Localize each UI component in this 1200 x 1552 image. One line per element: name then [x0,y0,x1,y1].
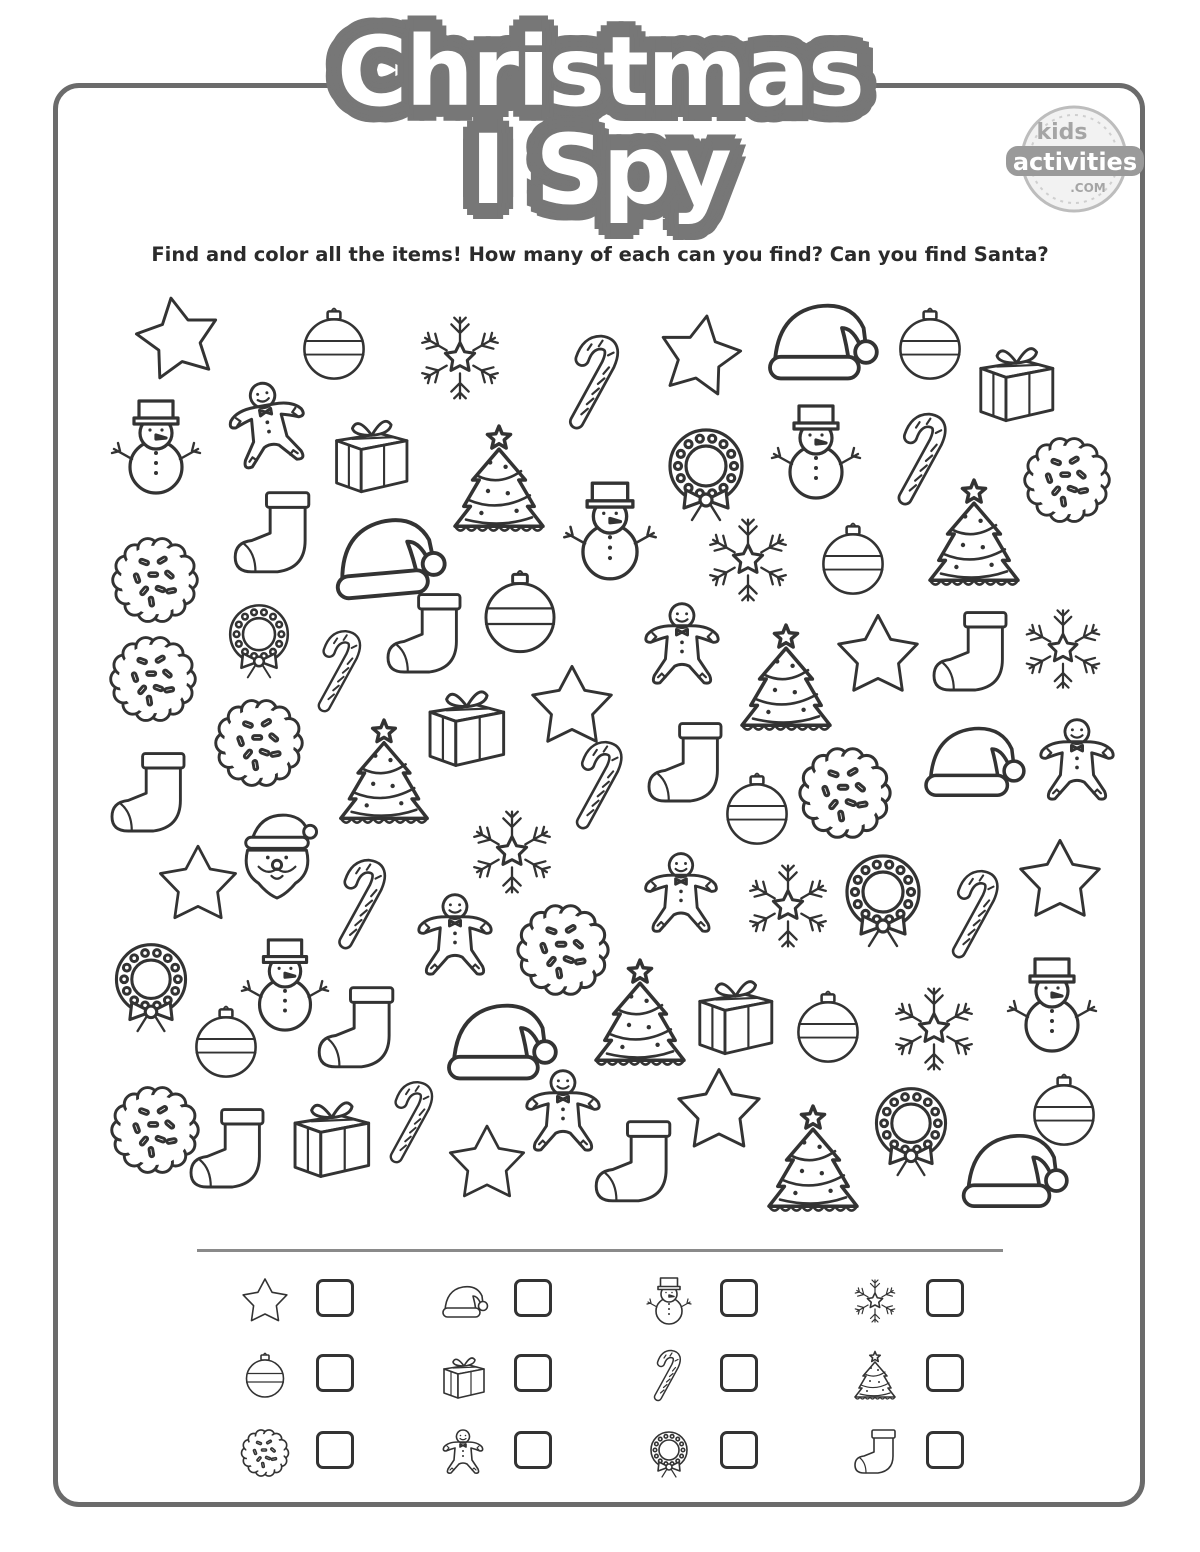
count-box[interactable] [926,1279,964,1317]
wreath-icon[interactable] [876,1089,945,1175]
snowman-icon[interactable] [772,406,860,498]
ornament-icon[interactable] [1034,1075,1093,1145]
count-box[interactable] [926,1354,964,1392]
snowflake-icon[interactable] [1025,610,1100,687]
stocking-icon[interactable] [649,724,721,801]
ornament-icon[interactable] [823,524,882,594]
snowman-icon [640,1272,698,1330]
gingerbread-icon[interactable] [1041,720,1113,799]
answer-key-snowman [640,1272,840,1332]
gift-icon[interactable] [981,349,1053,421]
logo-line-1: kids [1036,120,1088,145]
logo-line-3: .COM [1070,181,1106,195]
ornament-icon[interactable] [900,309,959,379]
ornament-icon[interactable] [486,571,554,652]
star-icon[interactable] [450,1126,523,1196]
answer-key-wreath [640,1424,840,1484]
count-box[interactable] [316,1354,354,1392]
answer-key-cookie [236,1424,436,1484]
gift-icon [434,1347,492,1405]
star-icon[interactable] [1021,840,1100,915]
star-icon[interactable] [533,666,612,741]
candy-cane-icon[interactable] [583,746,617,822]
star-icon[interactable] [131,291,223,380]
logo-line-2: activities [1012,148,1138,176]
ornament-icon[interactable] [798,992,857,1062]
answer-key-tree [846,1347,1046,1407]
count-box[interactable] [514,1354,552,1392]
cookie-icon[interactable] [800,749,890,838]
snowman-icon[interactable] [564,483,656,579]
ornament-icon[interactable] [196,1007,255,1077]
snowflake-icon[interactable] [421,318,499,399]
santa-face-icon[interactable] [246,815,317,898]
page-title-line-2: I Spy [470,114,730,226]
candy-cane-icon[interactable] [346,865,381,942]
snowflake-icon[interactable] [749,866,827,947]
tree-icon[interactable] [742,625,830,730]
star-icon[interactable] [679,1070,759,1147]
star-icon[interactable] [160,846,235,918]
santa-hat-icon[interactable] [964,1136,1067,1206]
star-icon[interactable] [655,309,745,396]
instructions: Find and color all the items! How many of each can you find? Can you find Santa? [151,243,1049,266]
tree-icon [846,1347,904,1405]
star-icon [236,1272,294,1330]
snowflake-icon[interactable] [895,989,973,1070]
tree-icon[interactable] [769,1106,857,1211]
cookie-icon[interactable] [111,638,196,721]
wreath-icon[interactable] [116,945,185,1031]
tree-icon[interactable] [455,426,543,530]
snowman-icon[interactable] [112,401,200,493]
gingerbread-icon[interactable] [419,895,491,974]
cookie-icon [236,1424,294,1482]
answer-key-stocking [846,1424,1046,1484]
gingerbread-icon[interactable] [646,854,717,932]
stocking-icon [846,1424,904,1482]
count-box[interactable] [926,1431,964,1469]
gingerbread-icon[interactable] [224,377,311,470]
gift-icon[interactable] [700,982,772,1054]
page-title-line-1: Christmas [336,16,864,128]
divider [197,1249,1003,1252]
candy-cane-icon[interactable] [324,635,356,705]
candy-cane-icon [640,1347,698,1405]
stocking-icon[interactable] [596,1122,670,1201]
cookie-icon[interactable] [1025,439,1110,522]
candy-cane-icon[interactable] [959,875,993,951]
snowman-icon[interactable] [1008,959,1096,1051]
answer-key-star [236,1272,436,1332]
santa-hat-icon[interactable] [449,1006,556,1079]
cookie-icon[interactable] [112,1088,198,1173]
count-box[interactable] [720,1279,758,1317]
count-box[interactable] [514,1431,552,1469]
answer-key-gift [434,1347,634,1407]
answer-key-ornament [236,1347,436,1407]
count-box[interactable] [316,1431,354,1469]
cookie-icon[interactable] [113,539,198,622]
candy-cane-icon[interactable] [577,341,614,422]
wreath-icon [640,1424,698,1482]
answer-key-gingerbread [434,1424,634,1484]
gift-icon[interactable] [430,692,504,766]
santa-hat-icon [434,1272,492,1330]
snowflake-icon[interactable] [709,520,787,601]
stocking-icon[interactable] [934,613,1006,690]
answer-key-candy-cane [640,1347,840,1407]
snowflake-icon[interactable] [473,812,551,893]
cookie-icon[interactable] [518,906,608,995]
gift-icon[interactable] [295,1103,369,1177]
santa-hat-icon[interactable] [926,729,1024,796]
star-icon[interactable] [839,615,918,690]
ornament-icon[interactable] [727,774,786,844]
tree-icon[interactable] [341,720,427,823]
wreath-icon[interactable] [847,856,919,946]
gingerbread-icon[interactable] [646,604,718,683]
count-box[interactable] [720,1354,758,1392]
candy-cane-icon[interactable] [905,419,941,498]
answer-key-santa-hat [434,1272,634,1332]
tree-icon[interactable] [930,480,1018,584]
santa-hat-icon[interactable] [770,306,877,379]
cookie-icon[interactable] [216,701,302,786]
tree-icon[interactable] [596,960,684,1065]
answer-key-snowflake [846,1272,1046,1332]
ornament-icon[interactable] [304,309,363,379]
stocking-icon[interactable] [388,595,460,672]
snowflake-icon [846,1272,904,1330]
stocking-icon[interactable] [235,493,309,572]
candy-cane-icon[interactable] [396,1086,428,1156]
santa-hat-icon[interactable] [332,516,447,599]
gingerbread-icon [434,1424,492,1482]
ornament-icon [236,1347,294,1405]
snowman-icon[interactable] [242,940,328,1030]
gift-icon[interactable] [337,421,407,491]
stocking-icon[interactable] [191,1110,263,1187]
wreath-icon[interactable] [230,605,288,677]
count-box[interactable] [514,1279,552,1317]
stocking-icon[interactable] [319,988,393,1067]
gingerbread-icon[interactable] [527,1071,599,1150]
stocking-icon[interactable] [112,754,184,831]
wreath-icon[interactable] [670,430,742,520]
count-box[interactable] [316,1279,354,1317]
count-box[interactable] [720,1431,758,1469]
